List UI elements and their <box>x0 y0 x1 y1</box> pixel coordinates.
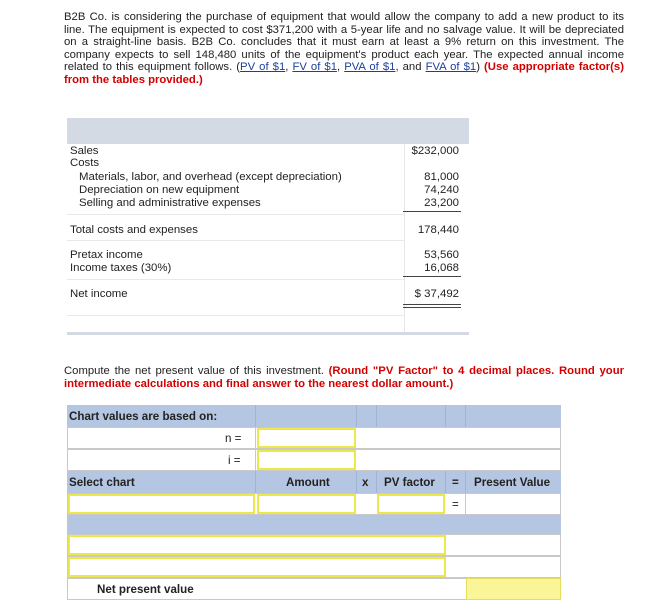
cell-divider <box>465 493 466 515</box>
net-income-value: $ 37,492 <box>414 288 459 300</box>
amount-input[interactable] <box>257 494 356 514</box>
equals-sign: = <box>452 498 459 511</box>
factor-instruction: (Use appropriate factor(s) from the tables provided.) <box>64 61 624 86</box>
select-chart-label: Select chart <box>69 476 135 489</box>
header-divider <box>255 405 256 427</box>
fv-of-1-link[interactable]: FV of $1 <box>292 61 337 74</box>
present-value-label: Present Value <box>474 476 551 489</box>
times-symbol: x <box>362 476 369 489</box>
n-input[interactable] <box>257 428 356 448</box>
fva-of-1-link[interactable]: FVA of $1 <box>425 61 477 74</box>
header-divider <box>356 405 357 427</box>
header-divider <box>376 405 377 427</box>
table-header-bar <box>67 118 469 144</box>
double-underline-bottom <box>403 307 461 308</box>
row-divider <box>67 240 404 241</box>
explanation-input[interactable] <box>68 535 446 555</box>
header-divider <box>356 471 357 493</box>
i-input[interactable] <box>257 450 356 470</box>
double-underline-top <box>403 304 461 305</box>
problem-statement: B2B Co. is considering the purchase of equipment that would allow the company to add a new product to its line. The equipment is expected to cost $371,200 with a 5-year life and no salvage value. It will be depreciated on a straight-line basis. B2B Co. concludes that it must earn at least a 9% return on this investment. The company expects to sell 148,480 units of the equipment's product each year. The expected annual income related to this equipment follows. (PV of $1, FV of $1, PVA of $1, and FVA of $1) (Use appropriate factor(s) from the tables provided.) <box>64 11 624 86</box>
header-divider <box>255 471 256 493</box>
equals-label: = <box>452 476 459 489</box>
problem-text: B2B Co. is considering the purchase of equipment that would allow the company to add a new product to its line. The equipment is expected to cost $371,200 with a 5-year life and no salvage value. It will be depreciated on a straight-line basis. B2B Co. concludes that it must earn at least a 9% return on this investment. The company expects to sell 148,480 units of the equipment's product each year. The expected annual income related to this equipment follows. <box>64 11 624 74</box>
total-costs-value: 178,440 <box>417 224 459 236</box>
materials-value: 81,000 <box>424 171 459 183</box>
costs-label: Costs <box>70 157 100 169</box>
pv-factor-label: PV factor <box>384 476 435 489</box>
sales-label: Sales <box>70 145 99 157</box>
row-divider <box>67 279 404 280</box>
npv-worksheet <box>67 405 561 602</box>
taxes-value: 16,068 <box>424 262 459 274</box>
sales-value: $232,000 <box>411 145 459 157</box>
header-divider <box>465 405 466 427</box>
depreciation-value: 74,240 <box>424 184 459 196</box>
header-divider <box>465 471 466 493</box>
pretax-underline <box>403 276 461 277</box>
row-divider <box>67 214 404 215</box>
subtotal-underline <box>403 211 461 212</box>
pv-factor-input[interactable] <box>377 494 445 514</box>
net-present-value-input[interactable] <box>466 578 561 600</box>
question <box>64 365 624 390</box>
pva-of-1-link[interactable]: PVA of $1 <box>344 61 396 74</box>
explanation-input-2[interactable] <box>68 557 446 577</box>
header-divider <box>445 405 446 427</box>
separator-row <box>67 515 561 534</box>
rounding-note: (Round "PV Factor" to 4 decimal places. Round your intermediate calculations and final answer to the nearest dollar amount.) <box>64 365 624 390</box>
total-costs-label: Total costs and expenses <box>70 224 198 236</box>
chart-values-label: Chart values are based on: <box>69 410 218 423</box>
row-divider <box>67 315 404 316</box>
selling-value: 23,200 <box>424 197 459 209</box>
depreciation-label: Depreciation on new equipment <box>79 184 240 196</box>
select-chart-dropdown[interactable] <box>68 494 255 514</box>
pretax-label: Pretax income <box>70 249 143 261</box>
n-label: n = <box>225 432 242 445</box>
pretax-value: 53,560 <box>424 249 459 261</box>
question-text: Compute the net present value of this investment. <box>64 365 324 377</box>
income-statement-table <box>67 118 469 335</box>
materials-label: Materials, labor, and overhead (except depreciation) <box>79 171 342 183</box>
taxes-label: Income taxes (30%) <box>70 262 172 274</box>
header-divider <box>376 471 377 493</box>
pv-of-1-link[interactable]: PV of $1 <box>240 61 286 74</box>
header-divider <box>445 471 446 493</box>
i-label: i = <box>228 454 241 467</box>
selling-label: Selling and administrative expenses <box>79 197 261 209</box>
amount-label: Amount <box>286 476 330 489</box>
net-present-value-label: Net present value <box>97 583 194 596</box>
net-income-label: Net income <box>70 288 128 300</box>
